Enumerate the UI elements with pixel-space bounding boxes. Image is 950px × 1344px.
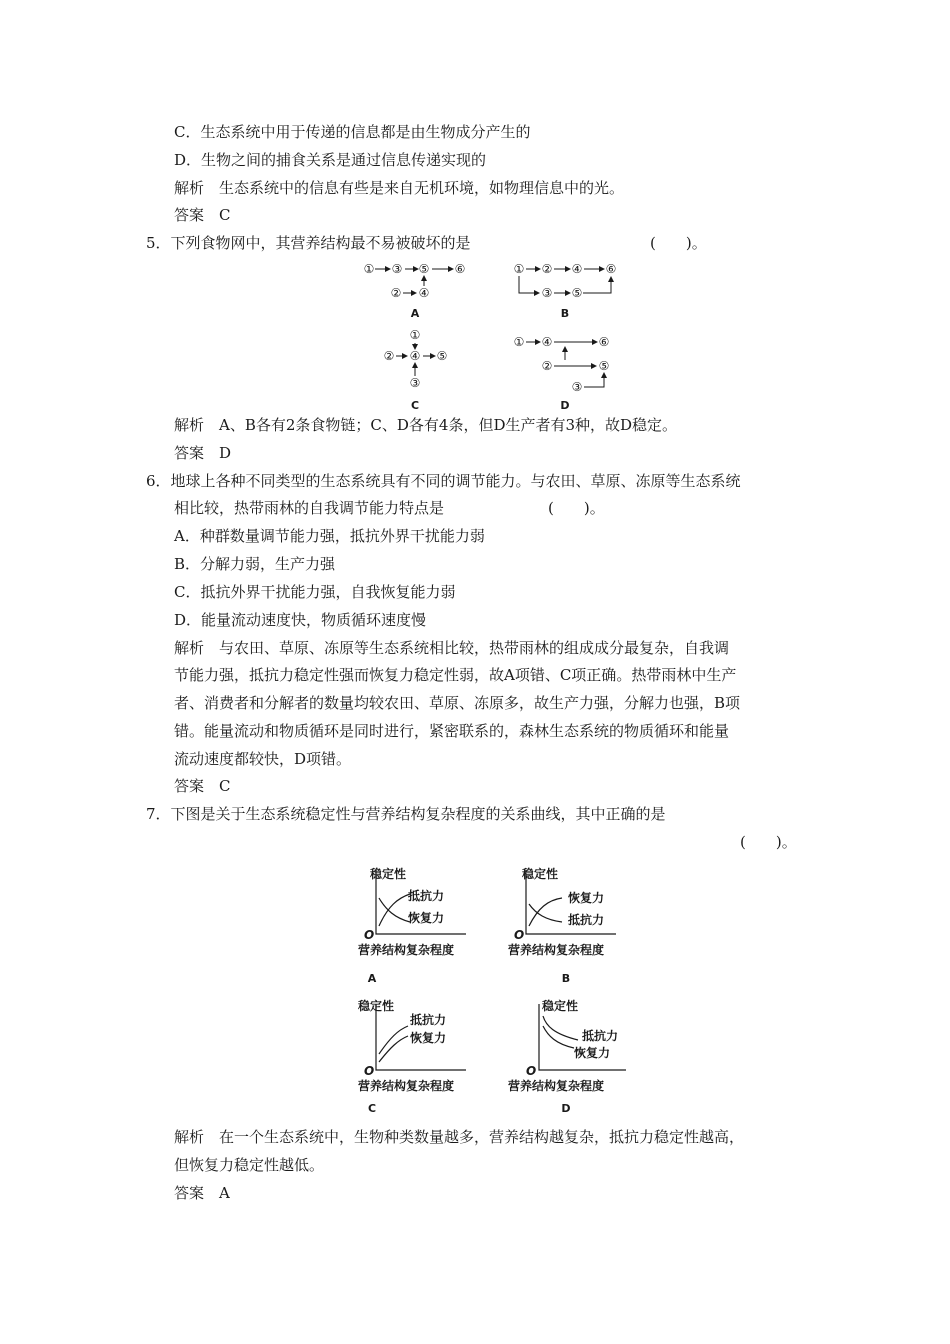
diagram-label-d: D [560, 399, 570, 412]
q4-analysis: 解析 生态系统中的信息有些是来自无机环境，如物理信息中的光。 [174, 179, 625, 197]
node-1: ① [513, 262, 525, 276]
q6-analysis-line1: 解析 与农田、草原、冻原等生态系统相比较，热带雨林的组成成分最复杂，自我调 [174, 639, 730, 657]
q6-answer: 答案 C [174, 777, 231, 795]
graph-b-recover-label: 恢复力 [568, 891, 605, 905]
graph-b-ylabel: 稳定性 [522, 867, 559, 881]
graph-label-b: B [561, 972, 571, 985]
q6-analysis-line4: 错。能量流动和物质循环是同时进行，紧密联系的，森林生态系统的物质循环和能量 [174, 722, 730, 740]
q6-analysis-line5: 流动速度都较快，D项错。 [174, 750, 352, 768]
node-6: ⑥ [605, 262, 617, 276]
node-1: ① [513, 335, 525, 349]
graph-a-recover-label: 恢复力 [408, 911, 445, 925]
node-3: ③ [571, 380, 583, 394]
q5-blank: ( )。 [650, 234, 707, 252]
graph-b-origin: O [514, 928, 525, 942]
graph-d-origin: O [526, 1064, 537, 1078]
node-3: ③ [409, 376, 421, 390]
graph-label-c: C [367, 1102, 377, 1115]
node-4: ④ [409, 349, 421, 363]
q6-analysis-line2: 节能力强，抵抗力稳定性强而恢复力稳定性弱，故A项错、C项正确。热带雨林中生产 [174, 666, 737, 684]
node-4: ④ [541, 335, 553, 349]
node-5: ⑤ [436, 349, 448, 363]
q6-option-c: C．抵抗外界干扰能力强，自我恢复能力弱 [174, 583, 456, 601]
q6-option-b: B．分解力弱，生产力强 [174, 555, 336, 573]
graph-c-ylabel: 稳定性 [358, 999, 395, 1013]
q7-blank: ( )。 [740, 833, 797, 851]
graph-label-a: A [367, 972, 377, 985]
graph-d-resist-label: 抵抗力 [582, 1029, 619, 1043]
graph-c-recover-label: 恢复力 [410, 1031, 447, 1045]
graph-a-resist-label: 抵抗力 [408, 889, 445, 903]
node-6: ⑥ [598, 335, 610, 349]
graph-d-recover-label: 恢复力 [574, 1046, 611, 1060]
graph-c-resist-label: 抵抗力 [410, 1013, 447, 1027]
node-2: ② [541, 262, 553, 276]
node-5: ⑤ [418, 262, 430, 276]
q4-answer: 答案 C [174, 206, 231, 224]
node-2: ② [383, 349, 395, 363]
graph-label-d: D [561, 1102, 571, 1115]
graph-c-origin: O [364, 1064, 375, 1078]
diagram-label-b: B [560, 307, 570, 320]
q5-analysis: 解析 A、B各有2条食物链；C、D各有4条，但D生产者有3种，故D稳定。 [174, 416, 678, 434]
graph-d-xlabel: 营养结构复杂程度 [508, 1079, 605, 1093]
node-5: ⑤ [598, 359, 610, 373]
q4-option-c: C．生态系统中用于传递的信息都是由生物成分产生的 [174, 123, 531, 141]
node-1: ① [363, 262, 375, 276]
graph-d-ylabel: 稳定性 [542, 999, 579, 1013]
graph-a-xlabel: 营养结构复杂程度 [358, 943, 455, 957]
graph-a-ylabel: 稳定性 [370, 867, 407, 881]
node-4: ④ [571, 262, 583, 276]
q7-stability-graphs [350, 858, 630, 1120]
node-1: ① [409, 328, 421, 342]
q6-stem-line1: 6．地球上各种不同类型的生态系统具有不同的调节能力。与农田、草原、冻原等生态系统 [146, 472, 741, 490]
q6-option-d: D．能量流动速度快，物质循环速度慢 [174, 611, 427, 629]
q6-blank: ( )。 [548, 499, 605, 517]
q5-stem: 5．下列食物网中，其营养结构最不易被破坏的是 [146, 234, 471, 252]
diagram-label-a: A [410, 307, 420, 320]
q4-option-d: D．生物之间的捕食关系是通过信息传递实现的 [174, 151, 487, 169]
node-2: ② [541, 359, 553, 373]
diagram-label-c: C [410, 399, 420, 412]
q6-option-a: A．种群数量调节能力强，抵抗外界干扰能力弱 [174, 527, 485, 545]
graph-b-resist-label: 抵抗力 [568, 913, 605, 927]
q7-analysis-line1: 解析 在一个生态系统中，生物种类数量越多，营养结构越复杂，抵抗力稳定性越高， [174, 1128, 745, 1146]
q5-answer: 答案 D [174, 444, 232, 462]
q7-analysis-line2: 但恢复力稳定性越低。 [174, 1156, 325, 1174]
node-4: ④ [418, 286, 430, 300]
graph-b-xlabel: 营养结构复杂程度 [508, 943, 605, 957]
node-3: ③ [541, 286, 553, 300]
q5-food-web-diagrams [360, 255, 630, 415]
q6-analysis-line3: 者、消费者和分解者的数量均较农田、草原、冻原多，故生产力强，分解力也强，B项 [174, 694, 741, 712]
node-2: ② [390, 286, 402, 300]
node-5: ⑤ [571, 286, 583, 300]
q7-stem: 7．下图是关于生态系统稳定性与营养结构复杂程度的关系曲线，其中正确的是 [146, 805, 666, 823]
graph-c-xlabel: 营养结构复杂程度 [358, 1079, 455, 1093]
q7-answer: 答案 A [174, 1184, 230, 1202]
q6-stem-line2: 相比较，热带雨林的自我调节能力特点是 [174, 499, 445, 517]
node-6: ⑥ [454, 262, 466, 276]
graph-a-origin: O [364, 928, 375, 942]
node-3: ③ [391, 262, 403, 276]
